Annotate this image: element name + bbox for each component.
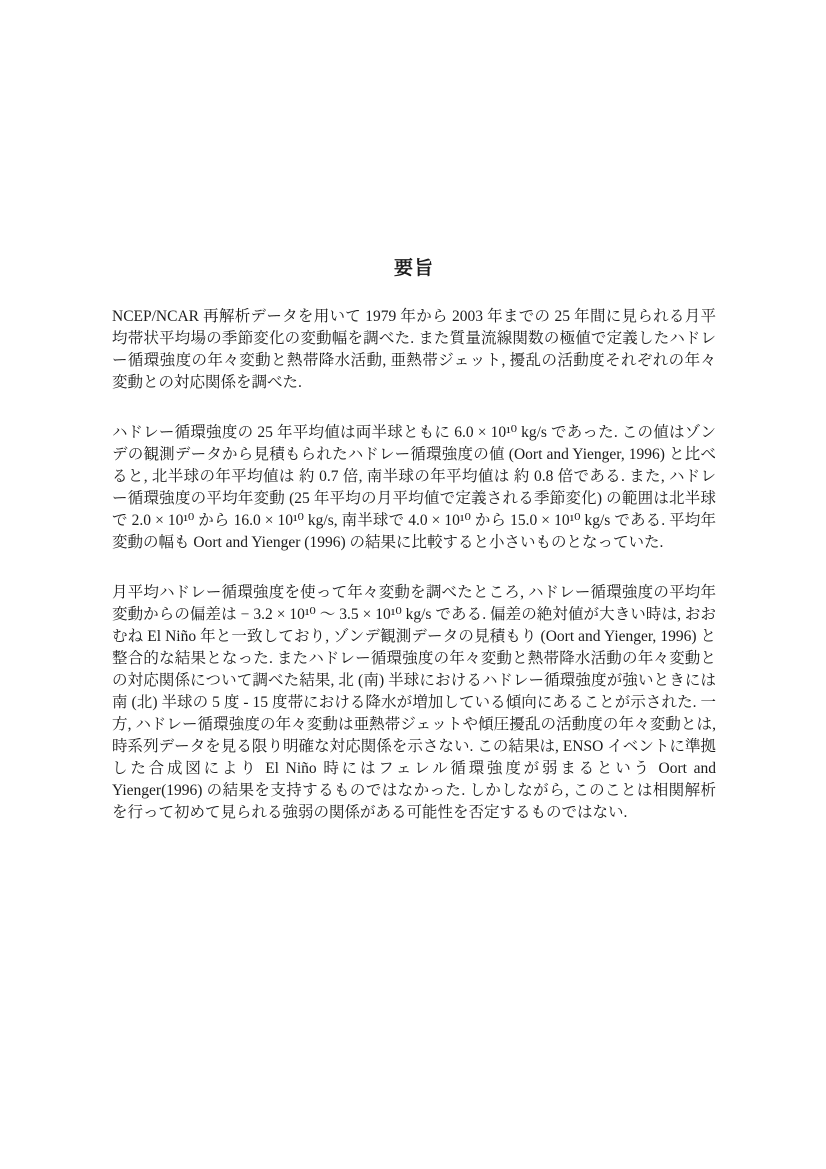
abstract-paragraph-1: NCEP/NCAR 再解析データを用いて 1979 年から 2003 年までの 25 年間に見られる月平均帯状平均場の季節変化の変動幅を調べた. また質量流線関数の極値で定義したハドレー循環強度の年々変動と熱帯降水活動, 亜熱帯ジェット, 擾乱の活動度それぞれの年々変動との対応関係を調べた. (112, 308, 716, 391)
abstract-paragraph-2: ハドレー循環強度の 25 年平均値は両半球ともに 6.0 × 10¹⁰ kg/s であった. この値はゾンデの観測データから見積もられたハドレー循環強度の値 (Oort and Yienger, 1996) と比べると, 北半球の年平均値は 約 0.7 倍, 南半球の年平均値は 約 0.8 倍である. また, ハドレー循環強度の平均年変動 (25 年平均の月平均値で定義される季節変化) の範囲は北半球で 2.0 × 10¹⁰ から 16.0 × 10¹⁰ kg/s, 南半球で 4.0 × 10¹⁰ から 15.0 × 10¹⁰ kg/s である. 平均年変動の幅も Oort and Yienger (1996) の結果に比較すると小さいものとなっていた. (112, 424, 716, 551)
abstract-title: 要旨 (393, 258, 434, 279)
abstract-paragraph-3: 月平均ハドレー循環強度を使って年々変動を調べたところ, ハドレー循環強度の平均年変動からの偏差は − 3.2 × 10¹⁰ ～ 3.5 × 10¹⁰ kg/s である. 偏差の絶対値が大きい時は, おおむね El Niño 年と一致しており, ゾンデ観測データの見積もり (Oort and Yienger, 1996) と整合的な結果となった. またハドレー循環強度の年々変動と熱帯降水活動の年々変動との対応関係について調べた結果, 北 (南) 半球におけるハドレー循環強度が強いときには南 (北) 半球の 5 度 - 15 度帯における降水が増加している傾向にあることが示された. 一方, ハドレー循環強度の年々変動は亜熱帯ジェットや傾圧擾乱の活動度の年々変動とは, 時系列データを見る限り明確な対応関係を示さない. この結果は, ENSO イベントに準拠した合成図により El Niño 時にはフェレル循環強度が弱まるという Oort and Yienger(1996) の結果を支持するものではなかった. しかしながら, このことは相関解析を行って初めて見られる強弱の関係がある可能性を否定するものではない. (112, 584, 716, 821)
abstract-content (112, 258, 716, 824)
